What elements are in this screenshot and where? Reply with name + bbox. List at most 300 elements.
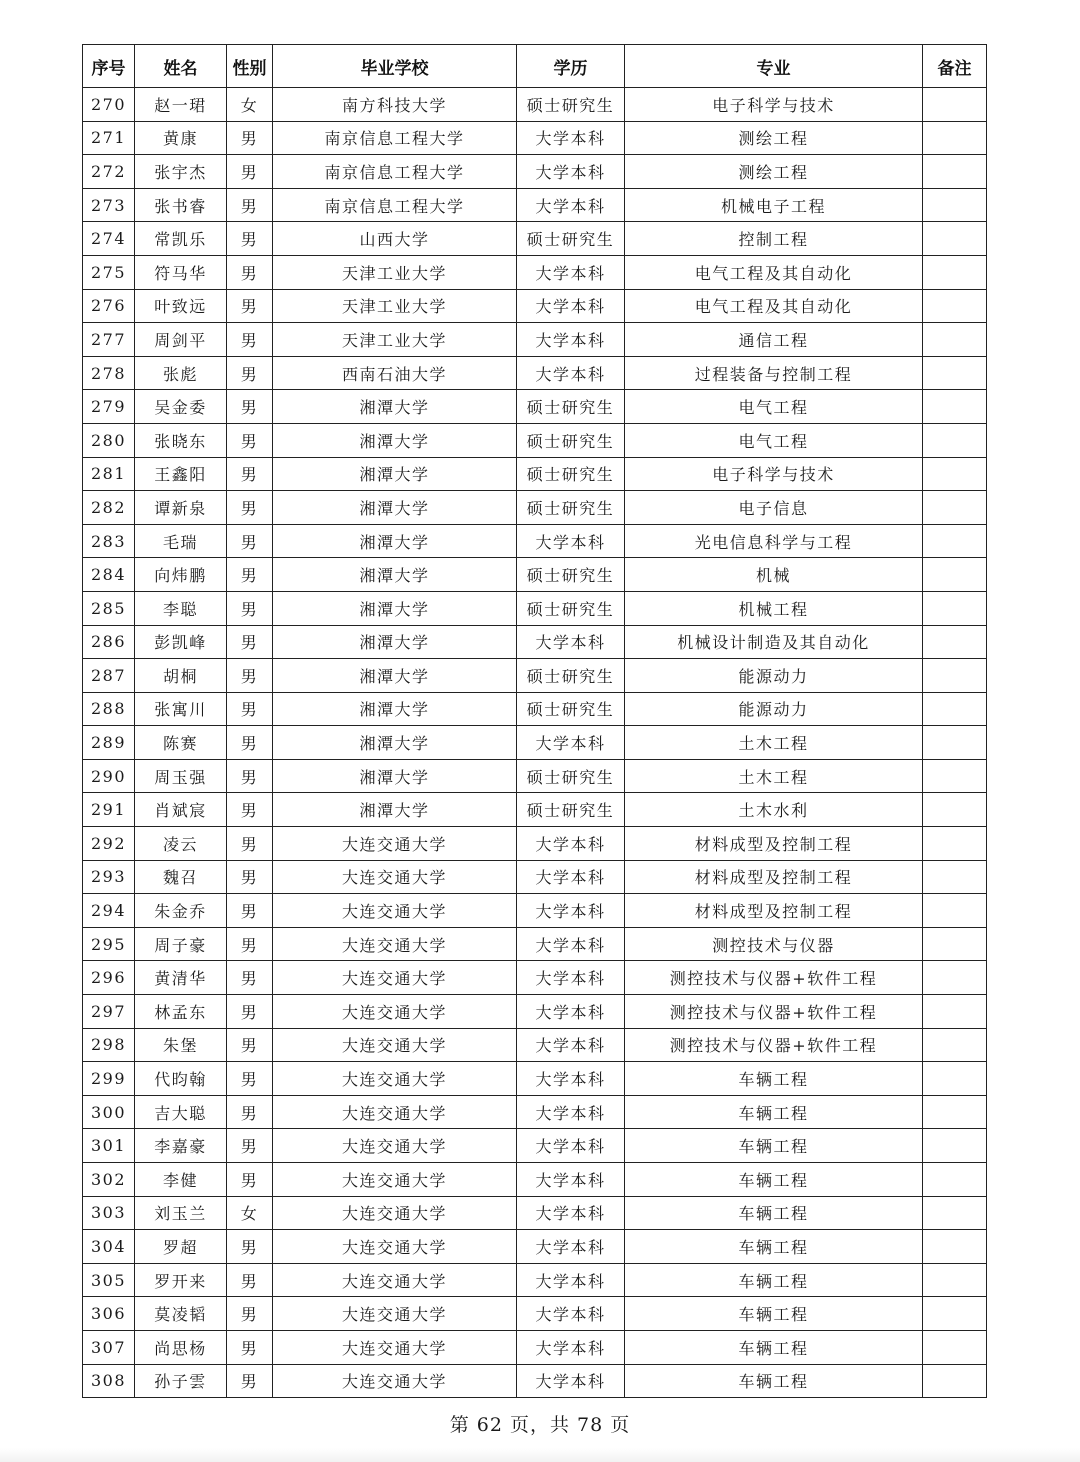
cell-remark <box>923 961 987 995</box>
cell-degree: 大学本科 <box>517 1364 625 1398</box>
cell-school: 大连交通大学 <box>273 1330 517 1364</box>
cell-index: 272 <box>83 155 135 189</box>
cell-index: 285 <box>83 591 135 625</box>
cell-name: 尚思杨 <box>135 1330 227 1364</box>
cell-major: 过程装备与控制工程 <box>625 356 923 390</box>
cell-degree: 大学本科 <box>517 1129 625 1163</box>
cell-name: 李健 <box>135 1163 227 1197</box>
cell-remark <box>923 558 987 592</box>
table-row <box>83 558 987 592</box>
cell-major: 车辆工程 <box>625 1330 923 1364</box>
cell-gender: 男 <box>227 558 273 592</box>
cell-name: 刘玉兰 <box>135 1196 227 1230</box>
cell-index: 289 <box>83 726 135 760</box>
cell-name: 张宇杰 <box>135 155 227 189</box>
cell-major: 材料成型及控制工程 <box>625 894 923 928</box>
cell-major: 光电信息科学与工程 <box>625 524 923 558</box>
cell-name: 周剑平 <box>135 323 227 357</box>
cell-index: 293 <box>83 860 135 894</box>
cell-gender: 男 <box>227 961 273 995</box>
cell-gender: 男 <box>227 222 273 256</box>
page-edge-shadow <box>0 1448 1080 1462</box>
cell-index: 300 <box>83 1095 135 1129</box>
cell-degree: 大学本科 <box>517 121 625 155</box>
cell-remark <box>923 995 987 1029</box>
cell-index: 304 <box>83 1230 135 1264</box>
cell-gender: 男 <box>227 995 273 1029</box>
cell-degree: 硕士研究生 <box>517 659 625 693</box>
cell-school: 湘潭大学 <box>273 659 517 693</box>
table-row <box>83 659 987 693</box>
cell-remark <box>923 1129 987 1163</box>
cell-degree: 大学本科 <box>517 1095 625 1129</box>
table-row <box>83 692 987 726</box>
cell-school: 南京信息工程大学 <box>273 155 517 189</box>
table-row <box>83 1062 987 1096</box>
table-row <box>83 1297 987 1331</box>
table-row <box>83 222 987 256</box>
cell-school: 大连交通大学 <box>273 995 517 1029</box>
cell-name: 张书睿 <box>135 188 227 222</box>
cell-degree: 大学本科 <box>517 995 625 1029</box>
cell-index: 274 <box>83 222 135 256</box>
cell-gender: 男 <box>227 121 273 155</box>
table-row <box>83 524 987 558</box>
cell-degree: 硕士研究生 <box>517 390 625 424</box>
cell-degree: 大学本科 <box>517 1230 625 1264</box>
cell-major: 测控技术与仪器+软件工程 <box>625 961 923 995</box>
cell-school: 大连交通大学 <box>273 961 517 995</box>
header-remark: 备注 <box>923 45 987 88</box>
cell-index: 308 <box>83 1364 135 1398</box>
cell-school: 湘潭大学 <box>273 390 517 424</box>
cell-remark <box>923 1263 987 1297</box>
table-body <box>83 88 987 1398</box>
cell-degree: 硕士研究生 <box>517 692 625 726</box>
cell-degree: 大学本科 <box>517 524 625 558</box>
cell-major: 材料成型及控制工程 <box>625 860 923 894</box>
cell-major: 机械工程 <box>625 591 923 625</box>
cell-school: 湘潭大学 <box>273 457 517 491</box>
cell-major: 材料成型及控制工程 <box>625 827 923 861</box>
cell-index: 273 <box>83 188 135 222</box>
cell-school: 大连交通大学 <box>273 1196 517 1230</box>
cell-remark <box>923 591 987 625</box>
cell-index: 303 <box>83 1196 135 1230</box>
cell-degree: 硕士研究生 <box>517 759 625 793</box>
cell-index: 297 <box>83 995 135 1029</box>
table-row <box>83 995 987 1029</box>
cell-major: 车辆工程 <box>625 1062 923 1096</box>
cell-degree: 硕士研究生 <box>517 591 625 625</box>
cell-major: 电子科学与技术 <box>625 88 923 122</box>
table-row <box>83 289 987 323</box>
cell-gender: 男 <box>227 860 273 894</box>
cell-school: 湘潭大学 <box>273 591 517 625</box>
cell-remark <box>923 793 987 827</box>
cell-degree: 硕士研究生 <box>517 457 625 491</box>
cell-school: 湘潭大学 <box>273 625 517 659</box>
cell-name: 向炜鹏 <box>135 558 227 592</box>
table-row <box>83 726 987 760</box>
cell-index: 280 <box>83 423 135 457</box>
cell-index: 296 <box>83 961 135 995</box>
cell-gender: 男 <box>227 894 273 928</box>
cell-index: 277 <box>83 323 135 357</box>
cell-name: 林孟东 <box>135 995 227 1029</box>
cell-school: 湘潭大学 <box>273 491 517 525</box>
cell-index: 305 <box>83 1263 135 1297</box>
cell-gender: 男 <box>227 188 273 222</box>
cell-remark <box>923 860 987 894</box>
cell-major: 车辆工程 <box>625 1297 923 1331</box>
cell-school: 大连交通大学 <box>273 1297 517 1331</box>
cell-name: 周子豪 <box>135 927 227 961</box>
header-name: 姓名 <box>135 45 227 88</box>
table-row <box>83 255 987 289</box>
table-row <box>83 1163 987 1197</box>
cell-degree: 大学本科 <box>517 927 625 961</box>
cell-major: 车辆工程 <box>625 1095 923 1129</box>
cell-gender: 女 <box>227 1196 273 1230</box>
cell-school: 湘潭大学 <box>273 423 517 457</box>
cell-major: 电气工程 <box>625 390 923 424</box>
cell-remark <box>923 457 987 491</box>
cell-gender: 男 <box>227 726 273 760</box>
cell-major: 土木水利 <box>625 793 923 827</box>
cell-gender: 男 <box>227 356 273 390</box>
cell-major: 测控技术与仪器 <box>625 927 923 961</box>
cell-gender: 男 <box>227 1095 273 1129</box>
cell-remark <box>923 155 987 189</box>
table-row <box>83 793 987 827</box>
cell-index: 287 <box>83 659 135 693</box>
cell-index: 271 <box>83 121 135 155</box>
cell-degree: 大学本科 <box>517 1163 625 1197</box>
cell-index: 288 <box>83 692 135 726</box>
cell-index: 302 <box>83 1163 135 1197</box>
cell-degree: 大学本科 <box>517 961 625 995</box>
table-row <box>83 155 987 189</box>
cell-remark <box>923 1028 987 1062</box>
cell-index: 281 <box>83 457 135 491</box>
cell-school: 西南石油大学 <box>273 356 517 390</box>
cell-major: 机械 <box>625 558 923 592</box>
table-row <box>83 188 987 222</box>
cell-name: 凌云 <box>135 827 227 861</box>
header-index: 序号 <box>83 45 135 88</box>
cell-gender: 男 <box>227 827 273 861</box>
cell-major: 车辆工程 <box>625 1364 923 1398</box>
cell-name: 朱堡 <box>135 1028 227 1062</box>
cell-school: 南京信息工程大学 <box>273 121 517 155</box>
cell-degree: 硕士研究生 <box>517 793 625 827</box>
cell-name: 代昀翰 <box>135 1062 227 1096</box>
cell-name: 张彪 <box>135 356 227 390</box>
cell-school: 大连交通大学 <box>273 1163 517 1197</box>
table-row <box>83 491 987 525</box>
table-row <box>83 759 987 793</box>
cell-gender: 男 <box>227 457 273 491</box>
cell-degree: 大学本科 <box>517 1062 625 1096</box>
cell-index: 298 <box>83 1028 135 1062</box>
cell-name: 彭凯峰 <box>135 625 227 659</box>
cell-gender: 女 <box>227 88 273 122</box>
cell-remark <box>923 1095 987 1129</box>
cell-degree: 大学本科 <box>517 155 625 189</box>
table-row <box>83 591 987 625</box>
cell-school: 大连交通大学 <box>273 1364 517 1398</box>
cell-major: 车辆工程 <box>625 1196 923 1230</box>
cell-name: 张晓东 <box>135 423 227 457</box>
cell-index: 306 <box>83 1297 135 1331</box>
cell-degree: 大学本科 <box>517 894 625 928</box>
cell-index: 283 <box>83 524 135 558</box>
cell-remark <box>923 222 987 256</box>
cell-remark <box>923 827 987 861</box>
cell-school: 大连交通大学 <box>273 1095 517 1129</box>
cell-remark <box>923 1330 987 1364</box>
cell-name: 王鑫阳 <box>135 457 227 491</box>
cell-gender: 男 <box>227 323 273 357</box>
cell-remark <box>923 323 987 357</box>
cell-school: 大连交通大学 <box>273 1129 517 1163</box>
table-row <box>83 1230 987 1264</box>
page-number: 第 62 页，共 78 页 <box>449 1414 631 1436</box>
cell-index: 276 <box>83 289 135 323</box>
cell-remark <box>923 121 987 155</box>
cell-school: 大连交通大学 <box>273 1230 517 1264</box>
cell-degree: 大学本科 <box>517 1196 625 1230</box>
cell-degree: 硕士研究生 <box>517 222 625 256</box>
cell-remark <box>923 255 987 289</box>
cell-gender: 男 <box>227 659 273 693</box>
cell-name: 叶致远 <box>135 289 227 323</box>
cell-school: 大连交通大学 <box>273 894 517 928</box>
cell-gender: 男 <box>227 625 273 659</box>
cell-index: 279 <box>83 390 135 424</box>
cell-name: 胡桐 <box>135 659 227 693</box>
cell-gender: 男 <box>227 1163 273 1197</box>
cell-name: 周玉强 <box>135 759 227 793</box>
cell-remark <box>923 692 987 726</box>
cell-name: 李聪 <box>135 591 227 625</box>
cell-remark <box>923 423 987 457</box>
cell-gender: 男 <box>227 692 273 726</box>
cell-remark <box>923 726 987 760</box>
cell-index: 295 <box>83 927 135 961</box>
candidate-table <box>82 44 987 1398</box>
cell-gender: 男 <box>227 1129 273 1163</box>
cell-major: 能源动力 <box>625 659 923 693</box>
table-row <box>83 927 987 961</box>
cell-major: 土木工程 <box>625 759 923 793</box>
cell-index: 275 <box>83 255 135 289</box>
cell-degree: 大学本科 <box>517 1028 625 1062</box>
cell-name: 谭新泉 <box>135 491 227 525</box>
cell-school: 南方科技大学 <box>273 88 517 122</box>
cell-degree: 大学本科 <box>517 860 625 894</box>
table-row <box>83 88 987 122</box>
cell-gender: 男 <box>227 1330 273 1364</box>
cell-degree: 大学本科 <box>517 255 625 289</box>
cell-degree: 大学本科 <box>517 323 625 357</box>
cell-major: 机械设计制造及其自动化 <box>625 625 923 659</box>
table-row <box>83 423 987 457</box>
cell-gender: 男 <box>227 1230 273 1264</box>
cell-remark <box>923 625 987 659</box>
cell-name: 符马华 <box>135 255 227 289</box>
cell-gender: 男 <box>227 289 273 323</box>
cell-major: 车辆工程 <box>625 1163 923 1197</box>
cell-school: 大连交通大学 <box>273 1062 517 1096</box>
cell-index: 282 <box>83 491 135 525</box>
table-row <box>83 1330 987 1364</box>
cell-gender: 男 <box>227 524 273 558</box>
cell-index: 286 <box>83 625 135 659</box>
table-row <box>83 323 987 357</box>
cell-remark <box>923 1364 987 1398</box>
table-row <box>83 860 987 894</box>
cell-school: 湘潭大学 <box>273 759 517 793</box>
cell-gender: 男 <box>227 927 273 961</box>
header-school: 毕业学校 <box>273 45 517 88</box>
cell-major: 车辆工程 <box>625 1129 923 1163</box>
cell-remark <box>923 491 987 525</box>
cell-name: 赵一珺 <box>135 88 227 122</box>
header-degree: 学历 <box>517 45 625 88</box>
cell-name: 黄清华 <box>135 961 227 995</box>
cell-degree: 硕士研究生 <box>517 88 625 122</box>
cell-major: 通信工程 <box>625 323 923 357</box>
cell-gender: 男 <box>227 255 273 289</box>
cell-school: 湘潭大学 <box>273 793 517 827</box>
cell-name: 孙子雲 <box>135 1364 227 1398</box>
cell-school: 大连交通大学 <box>273 827 517 861</box>
cell-remark <box>923 1196 987 1230</box>
cell-name: 李嘉豪 <box>135 1129 227 1163</box>
cell-remark <box>923 659 987 693</box>
table-row <box>83 961 987 995</box>
cell-major: 控制工程 <box>625 222 923 256</box>
table-row <box>83 1364 987 1398</box>
cell-school: 山西大学 <box>273 222 517 256</box>
cell-index: 270 <box>83 88 135 122</box>
cell-index: 292 <box>83 827 135 861</box>
table-row <box>83 1095 987 1129</box>
cell-index: 301 <box>83 1129 135 1163</box>
cell-degree: 硕士研究生 <box>517 423 625 457</box>
cell-gender: 男 <box>227 155 273 189</box>
cell-remark <box>923 894 987 928</box>
cell-degree: 大学本科 <box>517 289 625 323</box>
cell-major: 电子科学与技术 <box>625 457 923 491</box>
cell-degree: 大学本科 <box>517 726 625 760</box>
cell-index: 299 <box>83 1062 135 1096</box>
table-row <box>83 1129 987 1163</box>
cell-school: 大连交通大学 <box>273 1263 517 1297</box>
table-row <box>83 1196 987 1230</box>
cell-index: 294 <box>83 894 135 928</box>
cell-school: 湘潭大学 <box>273 524 517 558</box>
cell-remark <box>923 88 987 122</box>
cell-major: 土木工程 <box>625 726 923 760</box>
cell-remark <box>923 1297 987 1331</box>
cell-name: 吉大聪 <box>135 1095 227 1129</box>
cell-index: 307 <box>83 1330 135 1364</box>
cell-degree: 大学本科 <box>517 625 625 659</box>
cell-name: 张寓川 <box>135 692 227 726</box>
cell-major: 能源动力 <box>625 692 923 726</box>
cell-name: 罗超 <box>135 1230 227 1264</box>
cell-gender: 男 <box>227 1028 273 1062</box>
cell-major: 测绘工程 <box>625 121 923 155</box>
cell-remark <box>923 759 987 793</box>
cell-index: 284 <box>83 558 135 592</box>
cell-degree: 大学本科 <box>517 1263 625 1297</box>
cell-school: 湘潭大学 <box>273 692 517 726</box>
cell-school: 大连交通大学 <box>273 927 517 961</box>
cell-school: 天津工业大学 <box>273 323 517 357</box>
cell-major: 车辆工程 <box>625 1263 923 1297</box>
cell-gender: 男 <box>227 390 273 424</box>
cell-degree: 大学本科 <box>517 188 625 222</box>
cell-degree: 硕士研究生 <box>517 558 625 592</box>
table-row <box>83 1028 987 1062</box>
header-gender: 性别 <box>227 45 273 88</box>
cell-name: 罗开来 <box>135 1263 227 1297</box>
cell-index: 278 <box>83 356 135 390</box>
table-header-row <box>83 45 987 88</box>
cell-school: 湘潭大学 <box>273 558 517 592</box>
cell-name: 莫凌韬 <box>135 1297 227 1331</box>
table-row <box>83 625 987 659</box>
cell-degree: 大学本科 <box>517 1330 625 1364</box>
table-row <box>83 356 987 390</box>
cell-gender: 男 <box>227 1297 273 1331</box>
cell-degree: 大学本科 <box>517 356 625 390</box>
table-row <box>83 1263 987 1297</box>
cell-remark <box>923 927 987 961</box>
cell-major: 测控技术与仪器+软件工程 <box>625 1028 923 1062</box>
cell-remark <box>923 356 987 390</box>
cell-index: 291 <box>83 793 135 827</box>
table-row <box>83 457 987 491</box>
cell-school: 南京信息工程大学 <box>273 188 517 222</box>
cell-major: 电气工程及其自动化 <box>625 289 923 323</box>
cell-gender: 男 <box>227 423 273 457</box>
cell-major: 电子信息 <box>625 491 923 525</box>
cell-major: 电气工程及其自动化 <box>625 255 923 289</box>
cell-remark <box>923 1062 987 1096</box>
cell-gender: 男 <box>227 759 273 793</box>
cell-gender: 男 <box>227 591 273 625</box>
table-row <box>83 390 987 424</box>
cell-major: 测绘工程 <box>625 155 923 189</box>
cell-remark <box>923 1230 987 1264</box>
cell-name: 陈赛 <box>135 726 227 760</box>
cell-name: 朱金乔 <box>135 894 227 928</box>
cell-gender: 男 <box>227 1263 273 1297</box>
cell-major: 测控技术与仪器+软件工程 <box>625 995 923 1029</box>
cell-name: 魏召 <box>135 860 227 894</box>
cell-remark <box>923 188 987 222</box>
cell-degree: 大学本科 <box>517 1297 625 1331</box>
cell-school: 大连交通大学 <box>273 860 517 894</box>
cell-gender: 男 <box>227 793 273 827</box>
header-major: 专业 <box>625 45 923 88</box>
cell-major: 车辆工程 <box>625 1230 923 1264</box>
